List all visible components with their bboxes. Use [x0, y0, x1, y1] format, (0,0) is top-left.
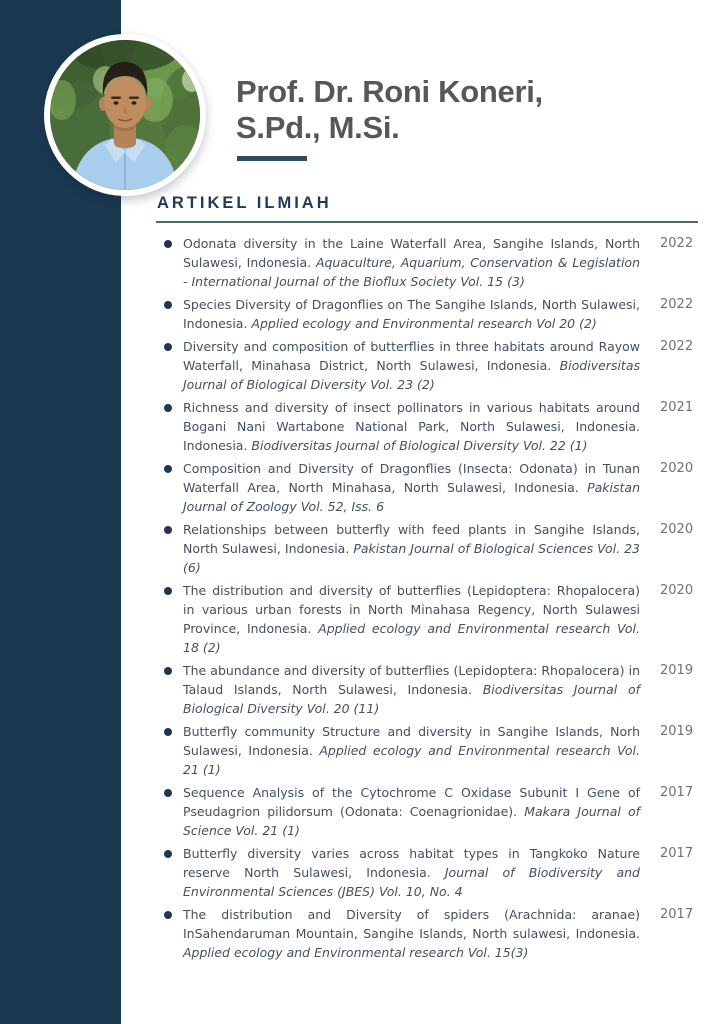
- bullet-cell: [157, 661, 183, 675]
- page-title-name: [236, 74, 543, 146]
- publication-text: [183, 459, 640, 516]
- publication-text: [183, 520, 640, 577]
- publication-journal: Biodiversitas Journal of Biological Diversity Vol. 22 (1): [251, 438, 588, 453]
- publication-journal: Journal of Biodiversity and Environmental Sciences (JBES) Vol. 10, No. 4: [183, 865, 640, 899]
- publication-item: [157, 581, 698, 657]
- publication-text: [183, 844, 640, 901]
- bullet-icon: [164, 404, 172, 412]
- publication-item: [157, 905, 698, 962]
- publication-title: The abundance and diversity of butterflies (Lepidoptera: Rhopalocera) in Talaud Islands, North Sulawesi, Indonesia.: [183, 663, 640, 697]
- bullet-icon: [164, 343, 172, 351]
- publication-title: Diversity and composition of butterflies in three habitats around Rayow Waterfall, Minahasa District, North Sulawesi, Indonesia.: [183, 339, 640, 373]
- bullet-icon: [164, 465, 172, 473]
- publication-text: [183, 295, 640, 333]
- publication-item: [157, 722, 698, 779]
- bullet-cell: [157, 398, 183, 412]
- bullet-cell: [157, 581, 183, 595]
- publication-item: [157, 459, 698, 516]
- publication-year: 2021: [660, 400, 694, 415]
- publication-text: [183, 905, 640, 962]
- publication-year: 2022: [660, 339, 694, 354]
- publication-text: [183, 398, 640, 455]
- publication-item: [157, 520, 698, 577]
- bullet-cell: [157, 783, 183, 797]
- publication-title: Butterfly diversity varies across habitat types in Tangkoko Nature reserve North Sulawesi, Indonesia.: [183, 846, 640, 880]
- publication-text: [183, 581, 640, 657]
- section-divider: [156, 221, 698, 223]
- bullet-cell: [157, 295, 183, 309]
- profile-photo: [44, 34, 206, 196]
- bullet-icon: [164, 789, 172, 797]
- section-title-artikel-ilmiah: ARTIKEL ILMIAH: [157, 194, 332, 212]
- name-line-2: S.Pd., M.Si.: [236, 110, 400, 145]
- publication-text: [183, 722, 640, 779]
- publication-journal: Biodiversitas Journal of Biological Diversity Vol. 20 (11): [183, 682, 640, 716]
- publication-year: 2020: [660, 461, 694, 476]
- publication-year: 2020: [660, 583, 694, 598]
- publication-title: Odonata diversity in the Laine Waterfall Area, Sangihe Islands, North Sulawesi, Indonesia.: [183, 236, 640, 270]
- bullet-icon: [164, 850, 172, 858]
- publication-year: 2019: [660, 724, 694, 739]
- name-line-1: Prof. Dr. Roni Koneri,: [236, 74, 543, 109]
- publication-journal: Applied ecology and Environmental research Vol. 21 (1): [183, 743, 640, 777]
- publication-title: The distribution and diversity of butterflies (Lepidoptera: Rhopalocera) in various urban forests in North Minahasa Regency, North Sulawesi Province, Indonesia.: [183, 583, 640, 636]
- publication-year: 2022: [660, 297, 694, 312]
- publication-title: Composition and Diversity of Dragonflies (Insecta: Odonata) in Tunan Waterfall Area, North Minahasa, North Sulawesi, Indonesia.: [183, 461, 640, 495]
- publication-journal: Pakistan Journal of Zoology Vol. 52, Iss. 6: [183, 480, 640, 514]
- publication-title: The distribution and Diversity of spiders (Arachnida: aranae) InSahendaruman Mountain, Sangihe Islands, North sulawesi, Indonesia.: [183, 907, 640, 941]
- publication-journal: Applied ecology and Environmental research Vol. 15(3): [183, 945, 529, 960]
- publication-title: Richness and diversity of insect pollinators in various habitats around Bogani Nani Wartabone National Park, North Sulawesi, Indonesia. Indonesia.: [183, 400, 640, 453]
- publication-journal: Aquaculture, Aquarium, Conservation & Legislation - International Journal of the Bioflux Society Vol. 15 (3): [183, 255, 640, 289]
- publication-year: 2022: [660, 236, 694, 251]
- publication-year: 2020: [660, 522, 694, 537]
- bullet-cell: [157, 905, 183, 919]
- publication-item: [157, 844, 698, 901]
- publication-item: [157, 337, 698, 394]
- publication-text: [183, 234, 640, 291]
- publication-item: [157, 234, 698, 291]
- profile-photo-illustration: [50, 40, 200, 190]
- bullet-icon: [164, 587, 172, 595]
- bullet-icon: [164, 667, 172, 675]
- publication-item: [157, 398, 698, 455]
- publication-item: [157, 295, 698, 333]
- publication-text: [183, 783, 640, 840]
- publication-year: 2017: [660, 785, 694, 800]
- bullet-cell: [157, 337, 183, 351]
- publication-title: Butterfly community Structure and diversity in Sangihe Islands, Norh Sulawesi, Indonesia.: [183, 724, 640, 758]
- publication-year: 2017: [660, 846, 694, 861]
- publication-journal: Applied ecology and Environmental research Vol. 18 (2): [183, 621, 640, 655]
- publication-list: [157, 234, 698, 962]
- publication-journal: Makara Journal of Science Vol. 21 (1): [183, 804, 640, 838]
- publication-text: [183, 661, 640, 718]
- publication-year: 2017: [660, 907, 694, 922]
- bullet-icon: [164, 301, 172, 309]
- publication-journal: Applied ecology and Environmental research Vol 20 (2): [251, 316, 597, 331]
- publication-year: 2019: [660, 663, 694, 678]
- bullet-icon: [164, 526, 172, 534]
- publication-title: Species Diversity of Dragonflies on The Sangihe Islands, North Sulawesi, Indonesia.: [183, 297, 640, 331]
- publication-item: [157, 783, 698, 840]
- publication-text: [183, 337, 640, 394]
- publication-item: [157, 661, 698, 718]
- publication-journal: Biodiversitas Journal of Biological Diversity Vol. 23 (2): [183, 358, 640, 392]
- bullet-cell: [157, 459, 183, 473]
- bullet-cell: [157, 234, 183, 248]
- publication-title: Sequence Analysis of the Cytochrome C Oxidase Subunit I Gene of Pseudagrion pilidorsum (Odonata: Coenagrionidae).: [183, 785, 640, 819]
- publication-title: Relationships between butterfly with feed plants in Sangihe Islands, North Sulawesi, Indonesia.: [183, 522, 640, 556]
- publication-journal: Pakistan Journal of Biological Sciences Vol. 23 (6): [183, 541, 640, 575]
- bullet-icon: [164, 240, 172, 248]
- name-underline-divider: [237, 156, 307, 161]
- bullet-icon: [164, 911, 172, 919]
- bullet-cell: [157, 844, 183, 858]
- bullet-cell: [157, 722, 183, 736]
- bullet-icon: [164, 728, 172, 736]
- bullet-cell: [157, 520, 183, 534]
